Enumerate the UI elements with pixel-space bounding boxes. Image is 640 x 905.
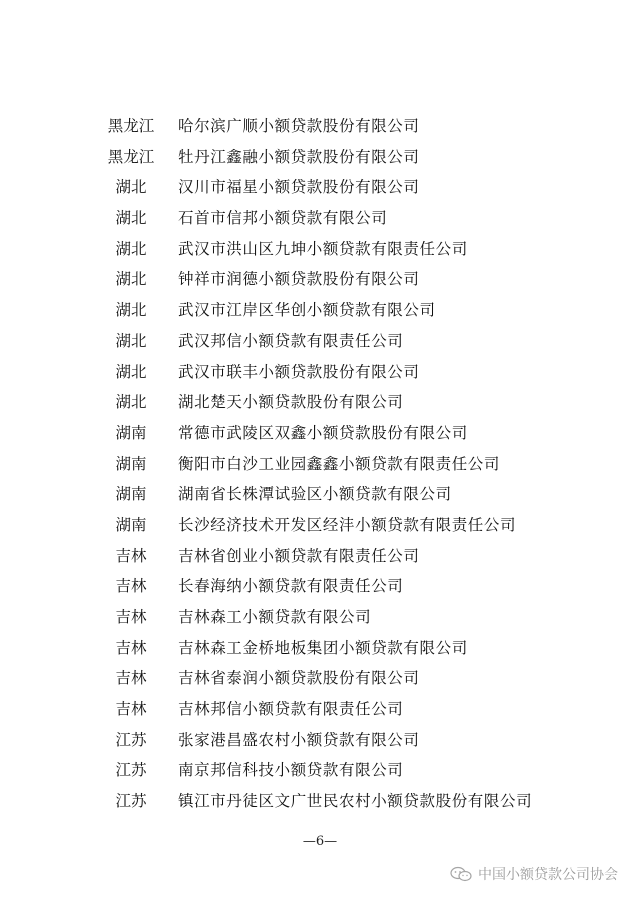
- company-name: 常德市武陵区双鑫小额贷款股份有限公司: [178, 423, 468, 442]
- company-name: 石首市信邦小额贷款有限公司: [178, 209, 388, 228]
- list-item: [0, 142, 640, 173]
- province-label: 湖北: [115, 178, 147, 197]
- list-item: [0, 387, 640, 418]
- company-name: 南京邦信科技小额贷款有限公司: [178, 761, 404, 780]
- list-item: [0, 725, 640, 756]
- province-label: 湖北: [115, 209, 147, 228]
- list-item: [0, 663, 640, 694]
- province-label: 湖南: [115, 485, 147, 504]
- province-label: 吉林: [115, 577, 147, 596]
- list-item: [0, 172, 640, 203]
- watermark-text: 中国小额贷款公司协会: [478, 867, 618, 883]
- province-label: 黑龙江: [107, 147, 155, 166]
- list-item: [0, 234, 640, 265]
- company-name: 张家港昌盛农村小额贷款有限公司: [178, 730, 420, 749]
- wechat-icon: [450, 866, 472, 882]
- company-name: 哈尔滨广顺小额贷款股份有限公司: [178, 117, 420, 135]
- province-label: 吉林: [115, 546, 147, 565]
- list-item: [0, 418, 640, 449]
- company-name: 吉林省创业小额贷款有限责任公司: [178, 546, 420, 565]
- province-label: 江苏: [115, 792, 147, 811]
- company-name: 武汉市联丰小额贷款股份有限公司: [178, 362, 420, 381]
- list-item: [0, 357, 640, 388]
- list-item: [0, 295, 640, 326]
- company-name: 吉林邦信小额贷款有限责任公司: [178, 700, 404, 719]
- company-name: 武汉邦信小额贷款有限责任公司: [178, 331, 404, 350]
- province-label: 湖北: [115, 331, 147, 350]
- company-list: [0, 111, 640, 817]
- list-item: [0, 264, 640, 295]
- watermark: [450, 864, 618, 884]
- list-item: [0, 203, 640, 234]
- province-label: 吉林: [115, 608, 147, 626]
- list-item: [0, 694, 640, 725]
- province-label: 黑龙江: [107, 117, 155, 135]
- company-name: 吉林森工金桥地板集团小额贷款有限公司: [178, 638, 468, 657]
- province-label: 湖北: [115, 393, 147, 412]
- list-item: [0, 449, 640, 480]
- province-label: 湖北: [115, 270, 147, 289]
- province-label: 江苏: [115, 761, 147, 780]
- company-name: 武汉市江岸区华创小额贷款有限公司: [178, 301, 436, 320]
- company-name: 衡阳市白沙工业园鑫鑫小额贷款有限责任公司: [178, 454, 501, 473]
- company-name: 钟祥市润德小额贷款股份有限公司: [178, 270, 420, 289]
- list-item: [0, 510, 640, 541]
- company-name: 吉林省泰润小额贷款股份有限公司: [178, 669, 420, 688]
- company-name: 牡丹江鑫融小额贷款股份有限公司: [178, 147, 420, 166]
- company-name: 汉川市福星小额贷款股份有限公司: [178, 178, 420, 197]
- list-item: [0, 326, 640, 357]
- company-name: 长春海纳小额贷款有限责任公司: [178, 577, 404, 596]
- list-item: [0, 111, 640, 142]
- list-item: [0, 633, 640, 664]
- province-label: 湖南: [115, 454, 147, 473]
- province-label: 湖南: [115, 515, 147, 534]
- province-label: 吉林: [115, 638, 147, 657]
- province-label: 江苏: [115, 730, 147, 749]
- company-name: 湖南省长株潭试验区小额贷款有限公司: [178, 485, 452, 504]
- list-item: [0, 479, 640, 510]
- province-label: 湖北: [115, 239, 147, 258]
- company-name: 湖北楚天小额贷款股份有限公司: [178, 393, 404, 412]
- list-item: [0, 755, 640, 786]
- company-name: 吉林森工小额贷款有限公司: [178, 608, 372, 626]
- list-item: [0, 541, 640, 572]
- province-label: 吉林: [115, 700, 147, 719]
- company-name: 武汉市洪山区九坤小额贷款有限责任公司: [178, 239, 468, 258]
- province-label: 湖北: [115, 301, 147, 320]
- province-label: 吉林: [115, 669, 147, 688]
- list-item: [0, 786, 640, 817]
- province-label: 湖南: [115, 423, 147, 442]
- company-name: 镇江市丹徒区文广世民农村小额贷款股份有限公司: [178, 792, 533, 811]
- page-number: —6—: [302, 834, 338, 849]
- company-name: 长沙经济技术开发区经沣小额贷款有限责任公司: [178, 515, 517, 534]
- list-item: [0, 571, 640, 602]
- list-item: [0, 602, 640, 633]
- province-label: 湖北: [115, 362, 147, 381]
